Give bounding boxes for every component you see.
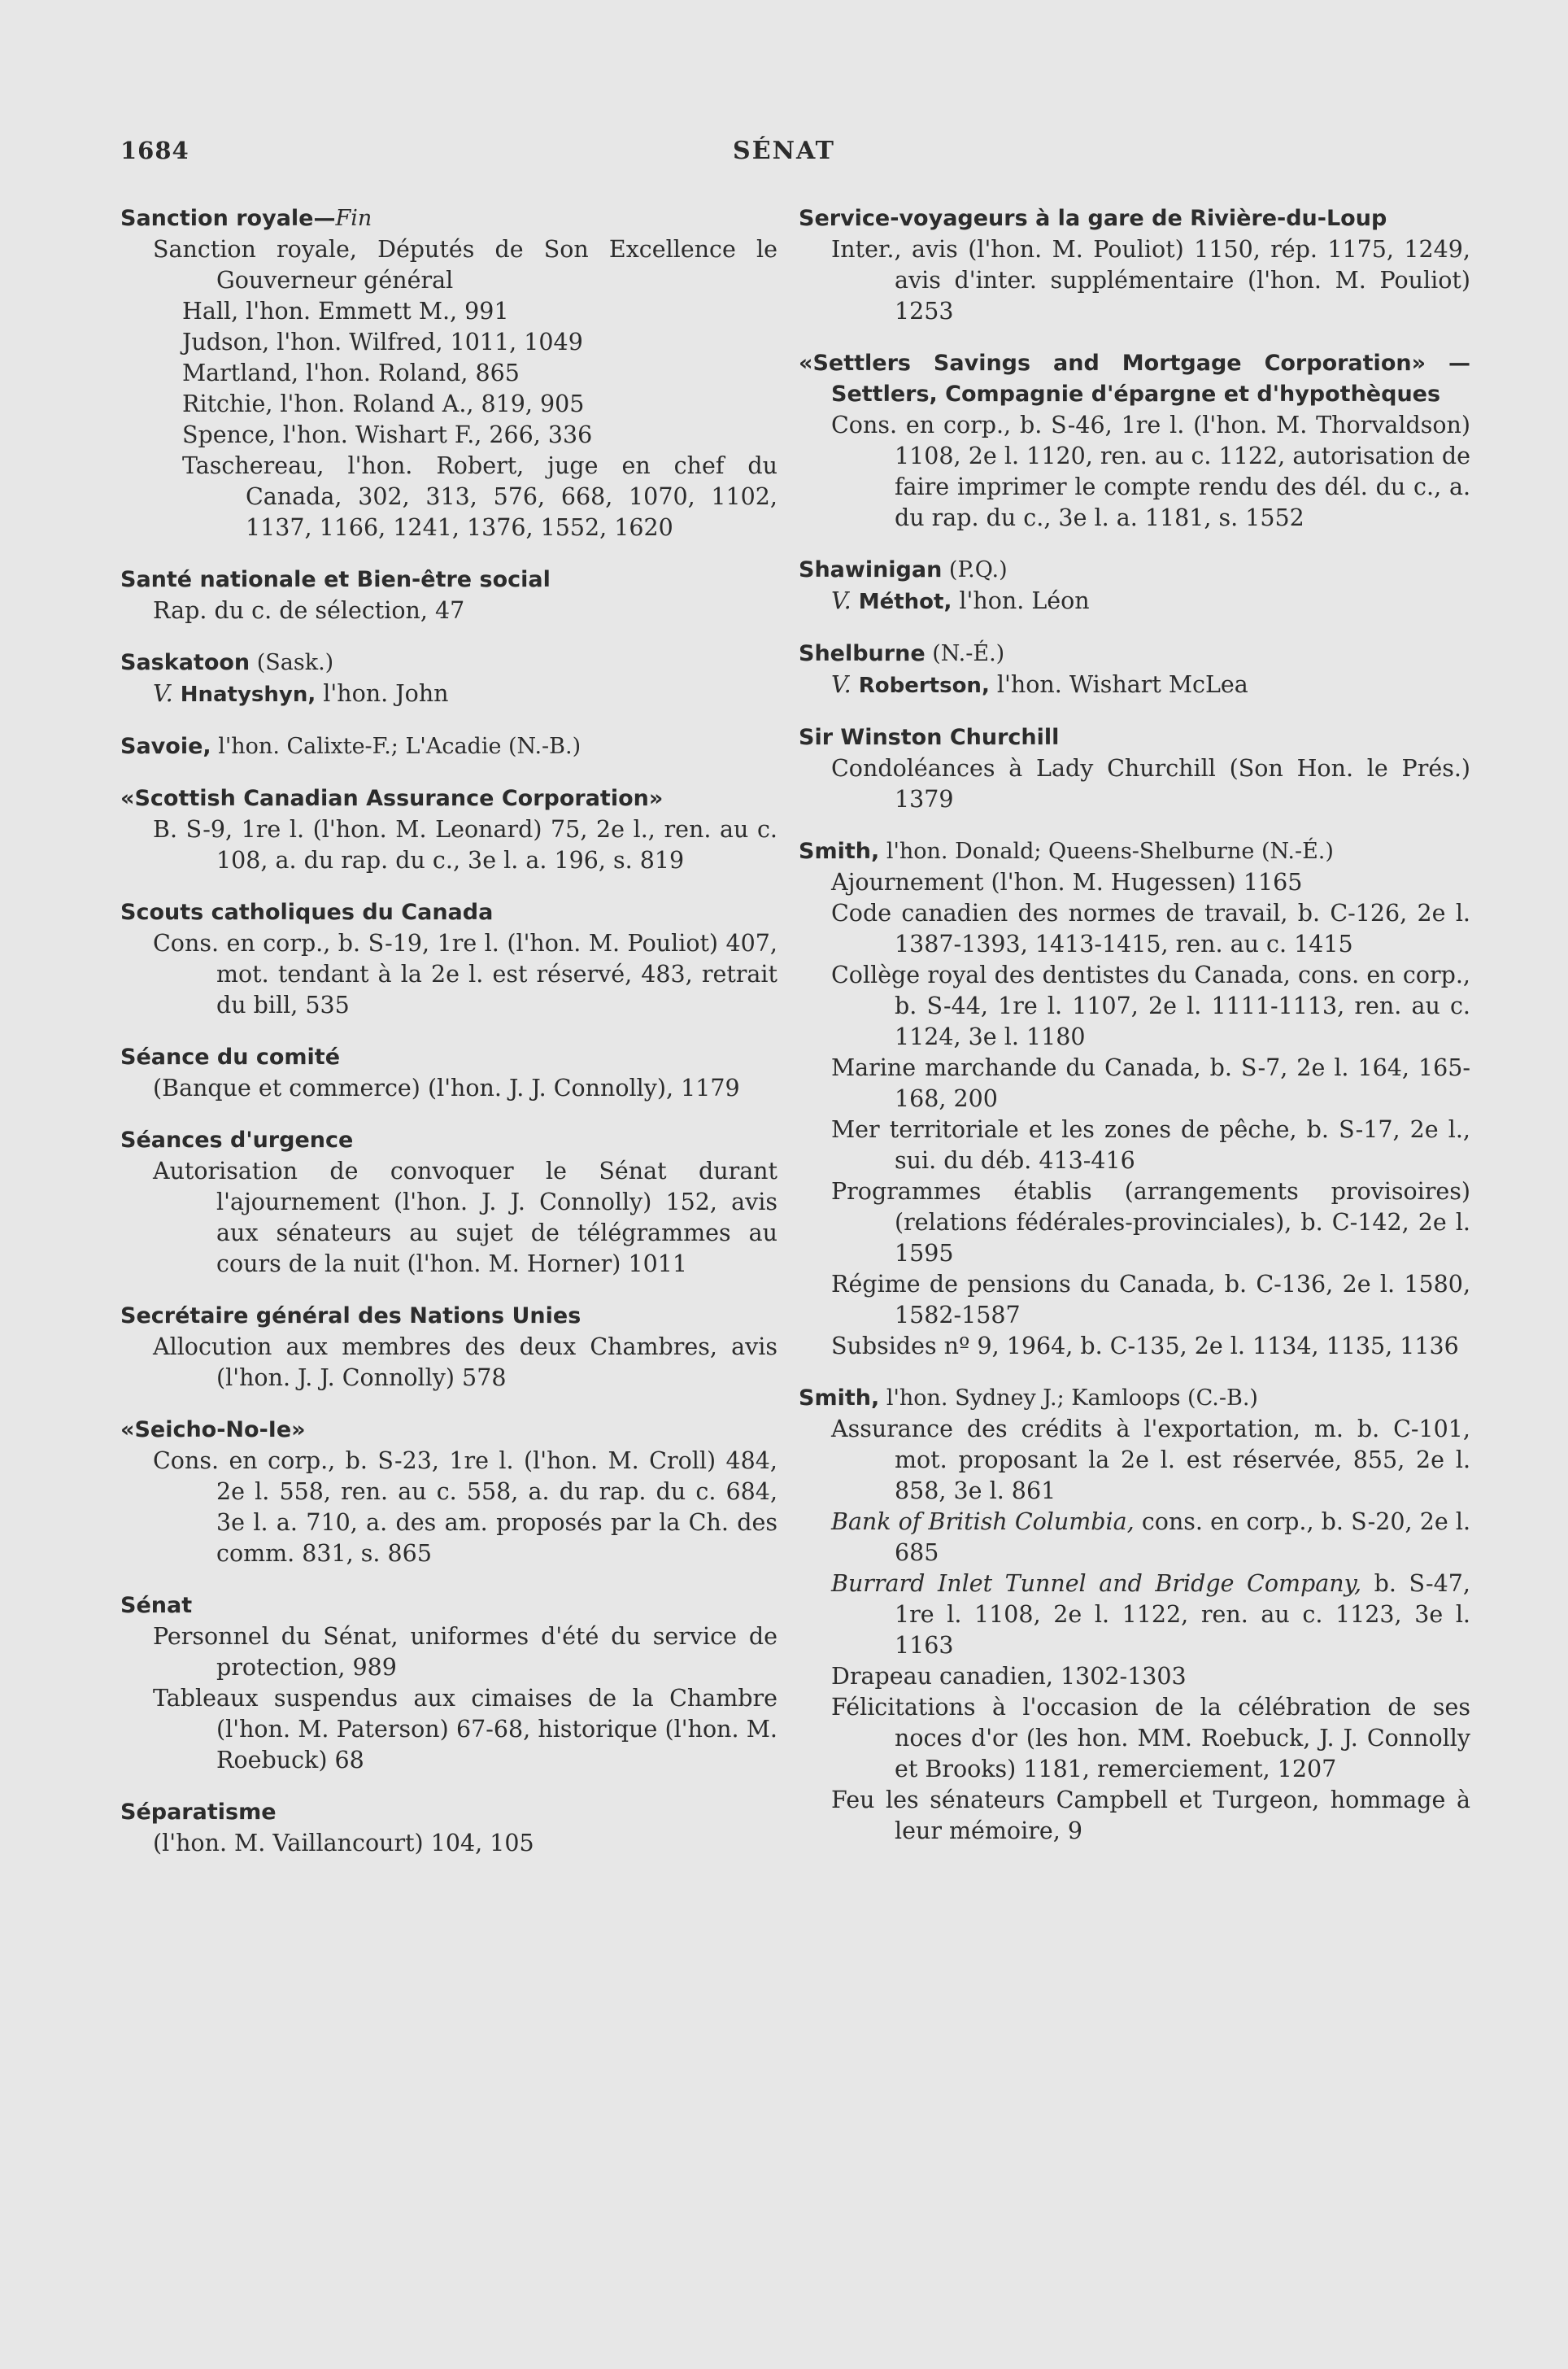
- entry-heading: «Settlers Savings and Mortgage Corporation» —Settlers, Compagnie d'épargne et d'hypothèques: [799, 351, 1470, 407]
- subentry: Cons. en corp., b. S-46, 1re l. (l'hon. M. Thorvaldson) 1108, 2e l. 1120, ren. au c. 1122, autorisation de faire imprimer le compte rendu des dél. du c., a. du rap. du c., 3e l. a. 1181, s. 1552: [831, 412, 1470, 531]
- entry-heading: Shelburne (N.-É.): [799, 641, 1005, 666]
- cross-reference: V. Robertson, l'hon. Wishart McLea: [831, 671, 1248, 698]
- index-entry: [799, 203, 1470, 327]
- entry-heading: Sir Winston Churchill: [799, 725, 1060, 750]
- subentry: Inter., avis (l'hon. M. Pouliot) 1150, rép. 1175, 1249, avis d'inter. supplémentaire (l'hon. M. Pouliot) 1253: [831, 236, 1470, 325]
- cross-reference: V. Méthot, l'hon. Léon: [831, 587, 1090, 614]
- index-entry: [120, 1590, 777, 1776]
- subentry: Programmes établis (arrangements provisoires) (relations fédérales-provinciales), b. C-142, 2e l. 1595: [831, 1178, 1470, 1267]
- entry-heading: Santé nationale et Bien-être social: [120, 567, 551, 592]
- entry-heading: Scouts catholiques du Canada: [120, 900, 494, 925]
- entry-heading: Saskatoon (Sask.): [120, 650, 334, 675]
- subentry: (Banque et commerce) (l'hon. J. J. Connolly), 1179: [153, 1075, 740, 1102]
- subentry: Sanction royale, Députés de Son Excellence le Gouverneur général: [153, 236, 777, 294]
- subentry: Judson, l'hon. Wilfred, 1011, 1049: [182, 329, 583, 356]
- index-entry: [799, 555, 1470, 617]
- subentry: Collège royal des dentistes du Canada, cons. en corp., b. S-44, 1re l. 1107, 2e l. 1111-1113, ren. au c. 1124, 3e l. 1180: [831, 962, 1470, 1050]
- index-entry: [799, 722, 1470, 815]
- index-entry: [799, 1383, 1470, 1847]
- subentry: Marine marchande du Canada, b. S-7, 2e l. 164, 165-168, 200: [831, 1054, 1470, 1112]
- subentry: Autorisation de convoquer le Sénat durant l'ajournement (l'hon. J. J. Connolly) 152, avis aux sénateurs au sujet de télégrammes au cours de la nuit (l'hon. M. Horner) 1011: [153, 1158, 777, 1277]
- index-entry: [120, 1042, 777, 1104]
- index-entry: [799, 348, 1470, 534]
- index-entry: [120, 897, 777, 1021]
- left-column: [120, 203, 777, 1880]
- entry-heading: Service-voyageurs à la gare de Rivière-du-Loup: [799, 206, 1387, 231]
- subentry: Allocution aux membres des deux Chambres, avis (l'hon. J. J. Connolly) 578: [153, 1333, 777, 1391]
- subentry: Mer territoriale et les zones de pêche, b. S-17, 2e l., sui. du déb. 413-416: [831, 1116, 1470, 1174]
- entry-heading: Séance du comité: [120, 1045, 341, 1070]
- subentry: Hall, l'hon. Emmett M., 991: [182, 298, 509, 325]
- entry-heading: «Scottish Canadian Assurance Corporation»: [120, 786, 664, 811]
- entry-heading: Séances d'urgence: [120, 1128, 354, 1153]
- subentry: Ajournement (l'hon. M. Hugessen) 1165: [831, 869, 1303, 896]
- subentry: Félicitations à l'occasion de la célébration de ses noces d'or (les hon. MM. Roebuck, J. J. Connolly et Brooks) 1181, remerciement, 1207: [831, 1694, 1470, 1782]
- subentry: Feu les sénateurs Campbell et Turgeon, hommage à leur mémoire, 9: [831, 1787, 1470, 1844]
- index-entry: [120, 648, 777, 710]
- subentry: Martland, l'hon. Roland, 865: [182, 360, 520, 386]
- index-entry: [120, 1301, 777, 1394]
- subentry: (l'hon. M. Vaillancourt) 104, 105: [153, 1830, 534, 1856]
- entry-heading: Savoie, l'hon. Calixte-F.; L'Acadie (N.-B.): [120, 734, 581, 759]
- index-entry: [120, 731, 777, 762]
- entry-heading: Secrétaire général des Nations Unies: [120, 1303, 581, 1328]
- index-entry: [799, 639, 1470, 701]
- cross-reference: V. Hnatyshyn, l'hon. John: [153, 680, 449, 707]
- entry-heading: Sanction royale—Fin: [120, 206, 372, 231]
- entry-heading: Smith, l'hon. Donald; Queens-Shelburne (N.-É.): [799, 839, 1334, 864]
- index-entry: [120, 783, 777, 876]
- subentry: B. S-9, 1re l. (l'hon. M. Leonard) 75, 2e l., ren. au c. 108, a. du rap. du c., 3e l. a. 196, s. 819: [153, 816, 777, 874]
- index-entry: [799, 836, 1470, 1362]
- running-head: [120, 137, 1448, 172]
- subentry: Code canadien des normes de travail, b. C-126, 2e l. 1387-1393, 1413-1415, ren. au c. 1415: [831, 900, 1470, 958]
- entry-heading: «Seicho-No-Ie»: [120, 1417, 306, 1442]
- subentry: Taschereau, l'hon. Robert, juge en chef du Canada, 302, 313, 576, 668, 1070, 1102, 1137, 1166, 1241, 1376, 1552, 1620: [182, 452, 777, 541]
- header-title: SÉNAT: [733, 137, 835, 165]
- subentry: Burrard Inlet Tunnel and Bridge Company, b. S-47, 1re l. 1108, 2e l. 1122, ren. au c. 1123, 3e l. 1163: [831, 1570, 1470, 1659]
- index-entry: [120, 1797, 777, 1859]
- entry-heading: Sénat: [120, 1593, 193, 1618]
- subentry: Régime de pensions du Canada, b. C-136, 2e l. 1580, 1582-1587: [831, 1271, 1470, 1328]
- entry-heading: Séparatisme: [120, 1800, 277, 1825]
- subentry: Assurance des crédits à l'exportation, m. b. C-101, mot. proposant la 2e l. est réservée, 855, 2e l. 858, 3e l. 861: [831, 1416, 1470, 1504]
- heading-italic: Fin: [335, 206, 372, 231]
- page-number: 1684: [120, 137, 189, 164]
- subentry: Drapeau canadien, 1302-1303: [831, 1663, 1187, 1690]
- subentry: Tableaux suspendus aux cimaises de la Chambre (l'hon. M. Paterson) 67-68, historique (l'hon. M. Roebuck) 68: [153, 1685, 777, 1773]
- index-entry: [120, 1415, 777, 1569]
- subentry: Cons. en corp., b. S-23, 1re l. (l'hon. M. Croll) 484, 2e l. 558, ren. au c. 558, a. du rap. du c. 684, 3e l. a. 710, a. des am. proposés par la Ch. des comm. 831, s. 865: [153, 1447, 777, 1567]
- right-column: [799, 203, 1470, 1868]
- subentry: Personnel du Sénat, uniformes d'été du service de protection, 989: [153, 1623, 777, 1681]
- subentry: Spence, l'hon. Wishart F., 266, 336: [182, 421, 593, 448]
- index-entry: [120, 203, 777, 543]
- subentry: Condoléances à Lady Churchill (Son Hon. le Prés.) 1379: [831, 755, 1470, 813]
- subentry: Cons. en corp., b. S-19, 1re l. (l'hon. M. Pouliot) 407, mot. tendant à la 2e l. est réservé, 483, retrait du bill, 535: [153, 930, 777, 1019]
- index-entry: [120, 565, 777, 626]
- index-entry: [120, 1125, 777, 1280]
- subentry: Rap. du c. de sélection, 47: [153, 597, 465, 624]
- subentry: Ritchie, l'hon. Roland A., 819, 905: [182, 390, 585, 417]
- subentry: Subsides nº 9, 1964, b. C-135, 2e l. 1134, 1135, 1136: [831, 1333, 1459, 1359]
- entry-heading: Smith, l'hon. Sydney J.; Kamloops (C.-B.): [799, 1385, 1258, 1411]
- subentry: Bank of British Columbia, cons. en corp., b. S-20, 2e l. 685: [831, 1508, 1471, 1566]
- entry-heading: Shawinigan (P.Q.): [799, 557, 1008, 582]
